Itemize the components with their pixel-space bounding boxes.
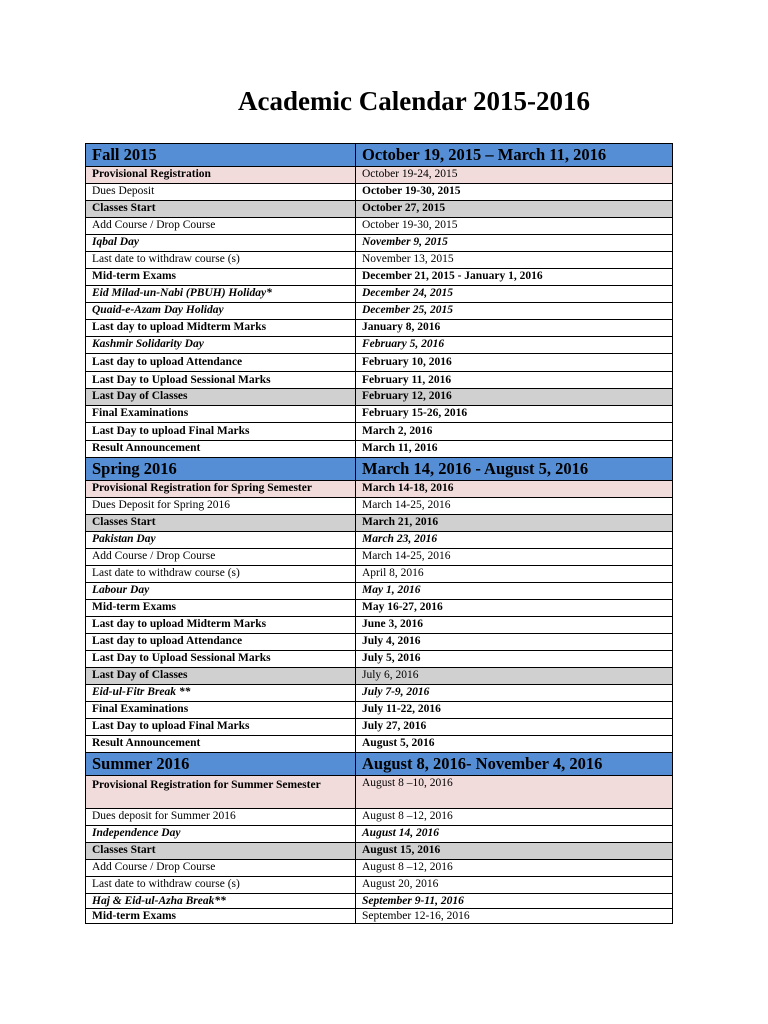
date-cell: October 19-24, 2015 xyxy=(356,167,673,184)
event-cell: Dues deposit for Summer 2016 xyxy=(86,809,356,826)
date-cell: December 25, 2015 xyxy=(356,303,673,320)
event-cell: Provisional Registration for Summer Semester xyxy=(86,776,356,809)
event-cell: Last Day of Classes xyxy=(86,668,356,685)
date-cell: September 9-11, 2016 xyxy=(356,894,673,909)
event-cell: Eid Milad-un-Nabi (PBUH) Holiday* xyxy=(86,286,356,303)
table-row xyxy=(86,651,673,668)
table-row xyxy=(86,826,673,843)
table-row xyxy=(86,423,673,441)
event-cell: Classes Start xyxy=(86,515,356,532)
section-dates: August 8, 2016- November 4, 2016 xyxy=(356,753,673,776)
date-cell: August 5, 2016 xyxy=(356,736,673,753)
table-row xyxy=(86,184,673,201)
date-cell: July 27, 2016 xyxy=(356,719,673,736)
date-cell: April 8, 2016 xyxy=(356,566,673,583)
table-row xyxy=(86,736,673,753)
table-row xyxy=(86,167,673,184)
event-cell: Last Day of Classes xyxy=(86,389,356,406)
table-row xyxy=(86,894,673,909)
table-row xyxy=(86,286,673,303)
event-cell: Independence Day xyxy=(86,826,356,843)
event-cell: Last day to upload Attendance xyxy=(86,354,356,372)
event-cell: Labour Day xyxy=(86,583,356,600)
date-cell: September 12-16, 2016 xyxy=(356,909,673,924)
table-row xyxy=(86,252,673,269)
date-cell: July 11-22, 2016 xyxy=(356,702,673,719)
date-cell: January 8, 2016 xyxy=(356,320,673,337)
table-row xyxy=(86,583,673,600)
date-cell: March 2, 2016 xyxy=(356,423,673,441)
event-cell: Last day to upload Midterm Marks xyxy=(86,320,356,337)
event-cell: Result Announcement xyxy=(86,736,356,753)
table-row xyxy=(86,719,673,736)
date-cell: March 11, 2016 xyxy=(356,441,673,458)
date-cell: December 21, 2015 - January 1, 2016 xyxy=(356,269,673,286)
date-cell: February 5, 2016 xyxy=(356,337,673,354)
date-cell: August 15, 2016 xyxy=(356,843,673,860)
event-cell: Last date to withdraw course (s) xyxy=(86,877,356,894)
event-cell: Pakistan Day xyxy=(86,532,356,549)
event-cell: Last day to upload Attendance xyxy=(86,634,356,651)
table-row xyxy=(86,843,673,860)
table-row xyxy=(86,303,673,320)
table-row xyxy=(86,600,673,617)
date-cell: March 14-18, 2016 xyxy=(356,481,673,498)
date-cell: February 15-26, 2016 xyxy=(356,406,673,423)
table-row xyxy=(86,498,673,515)
date-cell: December 24, 2015 xyxy=(356,286,673,303)
date-cell: August 8 –12, 2016 xyxy=(356,860,673,877)
table-row xyxy=(86,269,673,286)
event-cell: Last Day to upload Final Marks xyxy=(86,423,356,441)
section-name: Spring 2016 xyxy=(86,458,356,481)
date-cell: October 19-30, 2015 xyxy=(356,184,673,201)
date-cell: March 23, 2016 xyxy=(356,532,673,549)
event-cell: Classes Start xyxy=(86,201,356,218)
table-row xyxy=(86,809,673,826)
date-cell: May 1, 2016 xyxy=(356,583,673,600)
date-cell: February 11, 2016 xyxy=(356,372,673,389)
event-cell: Add Course / Drop Course xyxy=(86,549,356,566)
table-row xyxy=(86,372,673,389)
event-cell: Mid-term Exams xyxy=(86,269,356,286)
table-row xyxy=(86,877,673,894)
date-cell: February 12, 2016 xyxy=(356,389,673,406)
table-row xyxy=(86,776,673,809)
page-title: Academic Calendar 2015-2016 xyxy=(238,86,590,116)
event-cell: Dues Deposit for Spring 2016 xyxy=(86,498,356,515)
section-dates: March 14, 2016 - August 5, 2016 xyxy=(356,458,673,481)
event-cell: Haj & Eid-ul-Azha Break** xyxy=(86,894,356,909)
date-cell: October 27, 2015 xyxy=(356,201,673,218)
table-row xyxy=(86,320,673,337)
table-row xyxy=(86,566,673,583)
event-cell: Eid-ul-Fitr Break ** xyxy=(86,685,356,702)
event-cell: Provisional Registration xyxy=(86,167,356,184)
event-cell: Last Day to Upload Sessional Marks xyxy=(86,651,356,668)
table-row xyxy=(86,337,673,354)
event-cell: Final Examinations xyxy=(86,702,356,719)
section-name: Fall 2015 xyxy=(86,144,356,167)
date-cell: July 7-9, 2016 xyxy=(356,685,673,702)
table-row xyxy=(86,532,673,549)
date-cell: November 9, 2015 xyxy=(356,235,673,252)
event-cell: Iqbal Day xyxy=(86,235,356,252)
table-row xyxy=(86,549,673,566)
event-cell: Dues Deposit xyxy=(86,184,356,201)
section-header-spring xyxy=(86,458,673,481)
event-cell: Provisional Registration for Spring Semester xyxy=(86,481,356,498)
event-cell: Mid-term Exams xyxy=(86,909,356,924)
table-row xyxy=(86,235,673,252)
event-cell: Last Day to upload Final Marks xyxy=(86,719,356,736)
date-cell: August 8 –10, 2016 xyxy=(356,776,673,809)
date-cell: August 20, 2016 xyxy=(356,877,673,894)
event-cell: Result Announcement xyxy=(86,441,356,458)
table-row xyxy=(86,481,673,498)
table-row xyxy=(86,668,673,685)
date-cell: March 21, 2016 xyxy=(356,515,673,532)
table-row xyxy=(86,702,673,719)
section-header-fall xyxy=(86,144,673,167)
date-cell: November 13, 2015 xyxy=(356,252,673,269)
table-row xyxy=(86,218,673,235)
date-cell: February 10, 2016 xyxy=(356,354,673,372)
table-row xyxy=(86,515,673,532)
table-row xyxy=(86,860,673,877)
date-cell: March 14-25, 2016 xyxy=(356,498,673,515)
table-row xyxy=(86,406,673,423)
event-cell: Classes Start xyxy=(86,843,356,860)
date-cell: March 14-25, 2016 xyxy=(356,549,673,566)
table-row xyxy=(86,909,673,924)
section-name: Summer 2016 xyxy=(86,753,356,776)
date-cell: June 3, 2016 xyxy=(356,617,673,634)
event-cell: Add Course / Drop Course xyxy=(86,860,356,877)
section-header-summer xyxy=(86,753,673,776)
event-cell: Last date to withdraw course (s) xyxy=(86,252,356,269)
table-row xyxy=(86,441,673,458)
event-cell: Quaid-e-Azam Day Holiday xyxy=(86,303,356,320)
table-row xyxy=(86,634,673,651)
event-cell: Kashmir Solidarity Day xyxy=(86,337,356,354)
table-row xyxy=(86,354,673,372)
table-row xyxy=(86,685,673,702)
date-cell: July 6, 2016 xyxy=(356,668,673,685)
section-dates: October 19, 2015 – March 11, 2016 xyxy=(356,144,673,167)
date-cell: May 16-27, 2016 xyxy=(356,600,673,617)
event-cell: Last date to withdraw course (s) xyxy=(86,566,356,583)
event-cell: Mid-term Exams xyxy=(86,600,356,617)
table-row xyxy=(86,617,673,634)
date-cell: August 14, 2016 xyxy=(356,826,673,843)
date-cell: August 8 –12, 2016 xyxy=(356,809,673,826)
event-cell: Final Examinations xyxy=(86,406,356,423)
event-cell: Last Day to Upload Sessional Marks xyxy=(86,372,356,389)
date-cell: October 19-30, 2015 xyxy=(356,218,673,235)
date-cell: July 5, 2016 xyxy=(356,651,673,668)
event-cell: Last day to upload Midterm Marks xyxy=(86,617,356,634)
academic-calendar-table xyxy=(85,143,673,924)
event-cell: Add Course / Drop Course xyxy=(86,218,356,235)
date-cell: July 4, 2016 xyxy=(356,634,673,651)
table-row xyxy=(86,389,673,406)
table-row xyxy=(86,201,673,218)
